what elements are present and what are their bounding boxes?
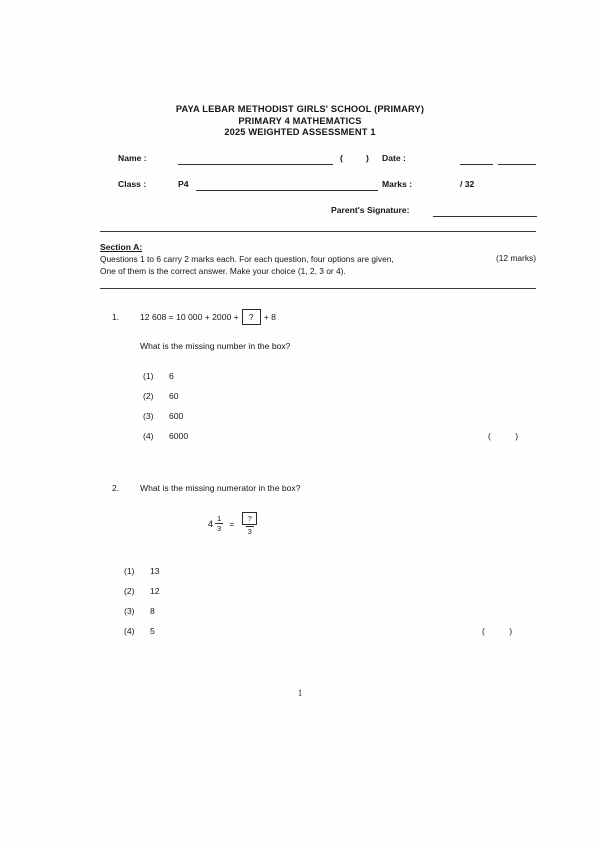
option-key: (4): [124, 626, 135, 636]
section-instruction-line-2: One of them is the correct answer. Make your choice (1, 2, 3 or 4).: [100, 265, 346, 276]
result-fraction: [240, 512, 259, 536]
signature-row: [118, 202, 538, 224]
date-label: Date :: [382, 153, 406, 163]
section-heading: Section A:: [100, 242, 143, 252]
fraction-denominator: 3: [217, 524, 222, 534]
option-value: 13: [150, 566, 160, 576]
option-value: 12: [150, 586, 160, 596]
question-2-answer-bracket[interactable]: ( ): [482, 626, 524, 636]
result-numerator-wrapper: [240, 512, 259, 526]
assessment-line: 2025 WEIGHTED ASSESSMENT 1: [224, 127, 376, 138]
divider-above-section: [100, 231, 536, 232]
option-key: (3): [143, 411, 154, 421]
option-value: 6000: [169, 431, 189, 441]
name-row: [118, 150, 538, 176]
section-a-block: [100, 242, 536, 277]
missing-number-box[interactable]: ?: [242, 309, 261, 325]
document-header: [0, 104, 600, 139]
section-instruction-line-1: Questions 1 to 6 carry 2 marks each. For each question, four options are given,: [100, 254, 394, 265]
section-marks-note: (12 marks): [495, 253, 536, 264]
subject-line: PRIMARY 4 MATHEMATICS: [238, 115, 362, 126]
name-label: Name :: [118, 153, 147, 163]
question-2-stem: What is the missing numerator in the box?: [140, 483, 301, 493]
result-denominator: 3: [247, 527, 252, 536]
marks-total: / 32: [460, 179, 475, 189]
question-1-equation: [140, 309, 276, 325]
question-2-expression: [208, 512, 259, 536]
equation-right-side: + 8: [263, 312, 276, 322]
equation-left-side: 12 608 = 10 000 + 2000 +: [140, 312, 239, 322]
option-key: (2): [124, 586, 135, 596]
question-1-answer-bracket[interactable]: ( ): [488, 431, 530, 441]
class-write-line[interactable]: [196, 190, 378, 191]
school-name: PAYA LEBAR METHODIST GIRLS' SCHOOL (PRIMARY): [175, 104, 425, 114]
divider-below-section: [100, 288, 536, 289]
option-value: 8: [150, 606, 155, 616]
option-key: (1): [124, 566, 135, 576]
date-write-line-1[interactable]: [460, 164, 493, 165]
mixed-number-fraction: [215, 515, 223, 533]
option-value: 60: [169, 391, 179, 401]
option-key: (4): [143, 431, 154, 441]
mixed-number-whole-part: 4: [208, 518, 214, 529]
fraction-numerator: 1: [217, 513, 222, 523]
class-value: P4: [178, 179, 189, 189]
particulars-block: [118, 150, 538, 224]
index-paren-close: ): [366, 153, 369, 163]
page-number: 1: [297, 688, 303, 698]
option-key: (1): [143, 371, 154, 381]
question-1-number: 1.: [112, 312, 120, 322]
date-write-line-2[interactable]: [498, 164, 536, 165]
class-row: [118, 176, 538, 202]
equals-sign: =: [229, 518, 235, 529]
index-paren-open: (: [340, 153, 343, 163]
option-key: (3): [124, 606, 135, 616]
class-label: Class :: [118, 179, 147, 189]
question-1-stem: What is the missing number in the box?: [140, 341, 291, 351]
option-value: 5: [150, 626, 155, 636]
option-value: 600: [169, 411, 184, 421]
parent-signature-label: Parent's Signature:: [331, 205, 410, 215]
option-value: 6: [169, 371, 174, 381]
option-key: (2): [143, 391, 154, 401]
question-2-number: 2.: [112, 483, 120, 493]
name-write-line[interactable]: [178, 164, 333, 165]
parent-signature-line[interactable]: [433, 216, 537, 217]
missing-numerator-box[interactable]: ?: [242, 512, 257, 525]
marks-label: Marks :: [382, 179, 413, 189]
